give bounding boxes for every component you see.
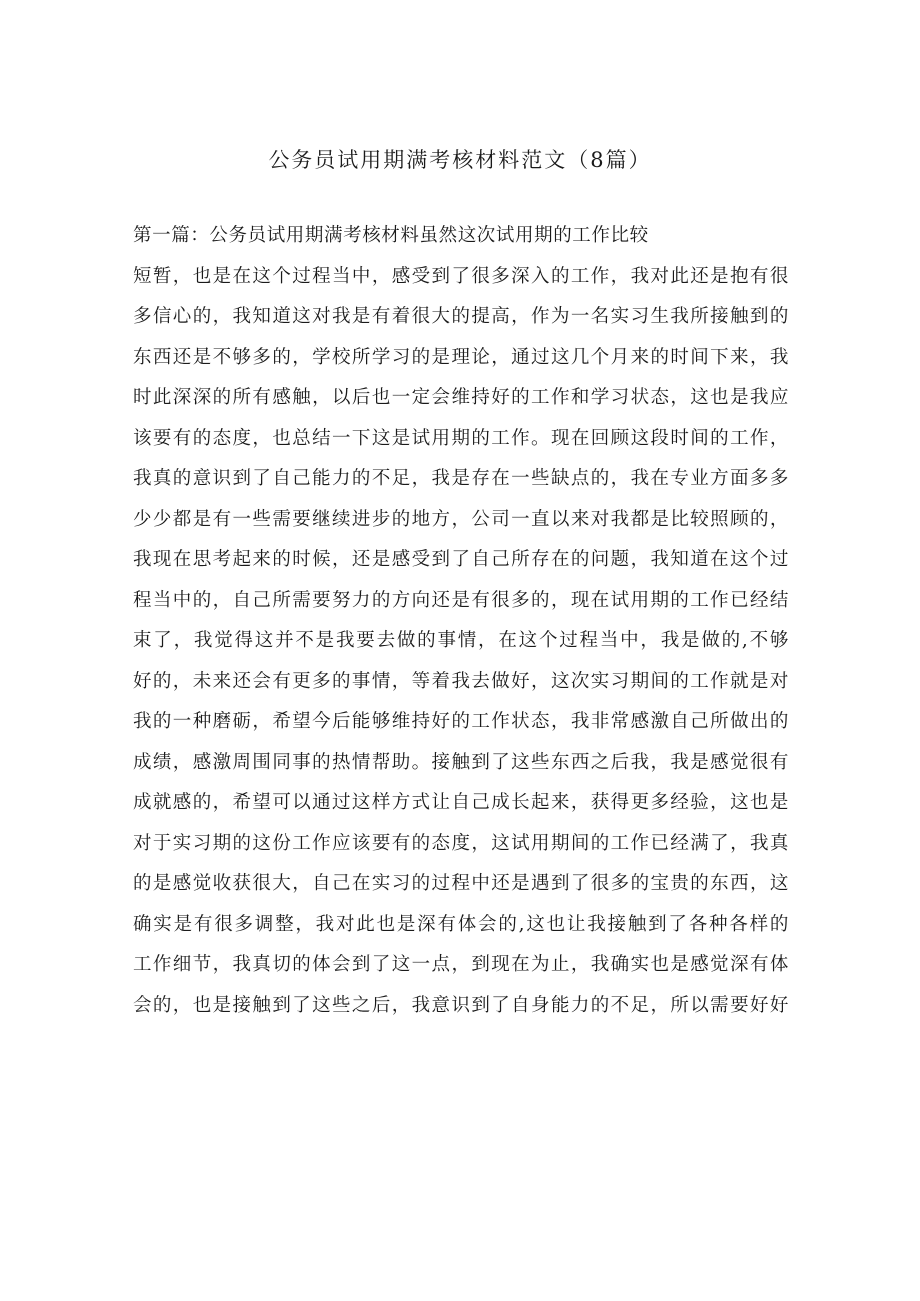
body-line: 成绩，感激周围同事的热情帮助。接触到了这些东西之后我，我是感觉很有 (133, 751, 789, 773)
body-line: 多信心的，我知道这对我是有着很大的提高，作为一名实习生我所接触到的 (133, 306, 789, 327)
body-line: 的是感觉收获很大，自己在实习的过程中还是遇到了很多的宝贵的东西，这 (133, 873, 789, 894)
body-line: 我现在思考起来的时候，还是感受到了自己所存在的问题，我知道在这个过 (133, 549, 789, 570)
body-line: 程当中的，自己所需要努力的方向还是有很多的，现在试用期的工作已经结 (133, 589, 789, 611)
body-line: 我真的意识到了自己能力的不足，我是存在一些缺点的，我在专业方面多多 (133, 468, 789, 489)
body-line: 少少都是有一些需要继续进步的地方，公司一直以来对我都是比较照顾的， (133, 508, 789, 530)
body-line: 成就感的，希望可以通过这样方式让自己成长起来，获得更多经验，这也是 (133, 792, 789, 813)
body-line: 对于实习期的这份工作应该要有的态度，这试用期间的工作已经满了，我真 (133, 832, 789, 854)
body-line: 第一篇：公务员试用期满考核材料虽然这次试用期的工作比较 (133, 225, 649, 246)
body-line: 我的一种磨砺，希望今后能够维持好的工作状态，我非常感激自己所做出的 (133, 711, 789, 732)
body-line: 短暂，也是在这个过程当中，感受到了很多深入的工作，我对此还是抱有很 (133, 265, 789, 287)
body-line: 工作细节，我真切的体会到了这一点，到现在为止，我确实也是感觉深有体 (133, 954, 789, 975)
body-line: 会的，也是接触到了这些之后，我意识到了自身能力的不足，所以需要好好 (133, 994, 789, 1016)
body-line: 确实是有很多调整，我对此也是深有体会的,这也让我接触到了各种各样的 (133, 913, 789, 935)
body-line: 该要有的态度，也总结一下这是试用期的工作。现在回顾这段时间的工作， (133, 427, 789, 449)
body-line: 好的，未来还会有更多的事情，等着我去做好，这次实习期间的工作就是对 (133, 670, 789, 692)
document-body (133, 216, 789, 1026)
body-line: 东西还是不够多的，学校所学习的是理论，通过这几个月来的时间下来，我 (133, 346, 789, 368)
body-line: 束了，我觉得这并不是我要去做的事情，在这个过程当中，我是做的,不够 (133, 630, 789, 651)
body-line: 时此深深的所有感触，以后也一定会维持好的工作和学习状态，这也是我应 (133, 387, 789, 408)
document-title: 公务员试用期满考核材料范文（8篇） (268, 148, 652, 172)
